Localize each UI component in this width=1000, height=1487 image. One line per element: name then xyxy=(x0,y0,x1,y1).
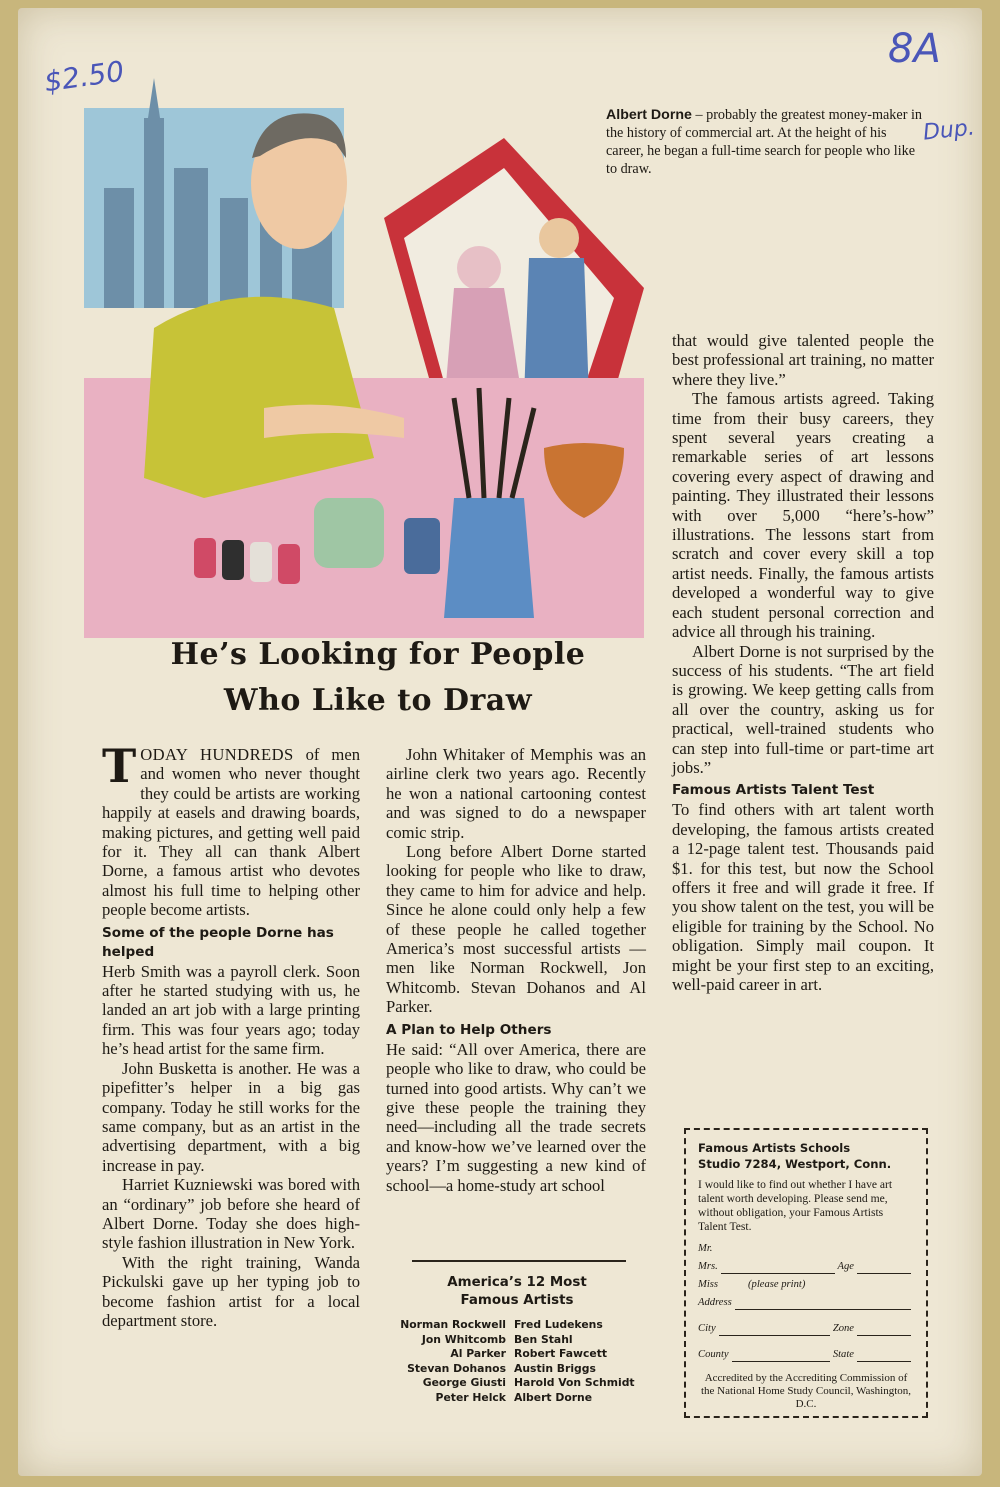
field-mrs-age[interactable]: Mrs. Age xyxy=(698,1260,914,1274)
county-field[interactable] xyxy=(732,1350,830,1362)
headline-line-2: Who Like to Draw xyxy=(223,683,533,718)
caption-name: Albert Dorne xyxy=(606,107,692,123)
lead-caps: ODAY HUNDREDS xyxy=(140,745,294,764)
accreditation-note: Accredited by the Accrediting Commission of the National Home Study Council, Washington, D.C. xyxy=(700,1372,912,1410)
address-field[interactable] xyxy=(735,1298,911,1310)
field-county-state[interactable]: County State xyxy=(698,1348,914,1362)
age-field[interactable] xyxy=(857,1262,911,1274)
col3-paragraph-3: Albert Dorne is not surprised by the success of his students. “The art field is growing. We keep getting calls from all over the country, asking us for practical, well-trained students who can step into full-time or part-time art jobs.” xyxy=(672,641,934,777)
col2-paragraph-2: Long before Albert Dorne started looking for people who like to draw, they came to him for advice and help. Since he alone could only help a few of these people he called together America’s most successful artists —men like Norman Rockwell, Jon Whitcomb. Stevan Dohanos and Al Parker. xyxy=(386,842,646,1017)
artists-box-title: America’s 12 Most Famous Artists xyxy=(447,1275,587,1308)
drawn-figure-man xyxy=(539,218,579,258)
zone-field[interactable] xyxy=(857,1324,911,1336)
drawn-figure-woman xyxy=(457,246,501,290)
list-item: Jon Whitcomb Ben Stahl xyxy=(421,1332,573,1346)
col2-paragraph-3: He said: “All over America, there are people who like to draw, who could be turned into good artists. Why can’t we give these people the training they need—including all the trade secrets and know-how we’ve learned over the years? I’m suggesting a new kind of school—a home-study art school xyxy=(386,1039,646,1195)
col1-paragraph-2: Herb Smith was a payroll clerk. Soon after he started studying with us, he landed an art job with a large printing firm. This was four years ago; today he’s head artist for the same firm. xyxy=(102,961,360,1059)
subhead-plan: A Plan to Help Others xyxy=(386,1021,552,1038)
divider xyxy=(412,1260,626,1262)
list-item: Norman Rockwell Fred Ludekens xyxy=(400,1318,603,1331)
illustration-caption xyxy=(606,106,926,178)
subhead-people-helped: Some of the people Dorne has helped xyxy=(102,924,334,960)
artist-illustration xyxy=(84,78,644,638)
list-item: Peter Helck Albert Dorne xyxy=(435,1390,593,1404)
col2-paragraph-1: John Whitaker of Memphis was an airline clerk two years ago. Recently he won a national cartooning contest and was signed to do a newspaper comic strip. xyxy=(386,745,646,842)
pencil-dup-note: Dup. xyxy=(921,115,977,146)
coupon-school-name: Famous Artists Schools xyxy=(698,1141,851,1155)
brush-jar xyxy=(444,498,534,618)
list-item: Al Parker Robert Fawcett xyxy=(450,1347,608,1361)
field-miss: Miss (please print) xyxy=(698,1279,806,1290)
drop-cap: T xyxy=(102,739,137,793)
state-field[interactable] xyxy=(857,1350,911,1362)
headline xyxy=(98,632,658,724)
coupon-body: I would like to find out whether I have art talent worth developing. Please send me, without obligation, your Famous Artists Talent Test. xyxy=(698,1178,893,1233)
caption-text: – probably the greatest money-maker in the history of commercial art. At the height of his career, he began a full-time search for people who like to draw. xyxy=(606,107,922,177)
col3-paragraph-1: that would give talented people the best professional art training, no matter where they live.” xyxy=(672,331,934,389)
artists-list xyxy=(378,1318,658,1406)
coupon-address: Studio 7284, Westport, Conn. xyxy=(698,1157,892,1171)
col3-paragraph-4: To find others with art talent worth developing, the famous artists created a 12-page talent test. Thousands paid $1. for this test, but now the School offers it free and will grade it free. If you show talent on the test, you will be eligible for training by the School. No obligation. Simply mail coupon. It might be your first step to an exciting, well-paid career in art. xyxy=(672,800,934,994)
mail-coupon[interactable] xyxy=(684,1128,928,1418)
article-column-2 xyxy=(386,745,646,1195)
ink-bottle xyxy=(404,518,440,574)
field-city-zone[interactable]: City Zone xyxy=(698,1322,914,1336)
headline-line-1: He’s Looking for People xyxy=(170,637,586,672)
list-item: Stevan Dohanos Austin Briggs xyxy=(407,1361,596,1375)
city-field[interactable] xyxy=(719,1324,830,1336)
article-column-1 xyxy=(102,739,360,1330)
pencil-price: $2.50 xyxy=(42,54,127,99)
col1-paragraph-1: TODAY HUNDREDS of men and women who never thought they could be artists are working happily at easels and drawing boards, making pictures, and getting well paid for it. They all can thank Albert Dorne, a famous artist who devotes almost his full time to helping other people become artists. xyxy=(102,739,360,920)
col3-paragraph-2: The famous artists agreed. Taking time from their busy careers, they spent several years creating a remarkable series of art lessons covering every aspect of drawing and painting. They illustrated their lessons with over 5,000 “here’s-how” illustrations. The lessons start from scratch and cover every skill a top artist needs. Finally, the famous artists developed a wonderful way to give each student personal correction and advice all through his training. xyxy=(672,389,934,642)
col1-paragraph-5: With the right training, Wanda Pickulski gave up her typing job to become fashion artist for a local department store. xyxy=(102,1252,360,1330)
field-mr: Mr. xyxy=(698,1243,713,1254)
name-field[interactable] xyxy=(721,1262,835,1274)
col1-paragraph-4: Harriet Kuzniewski was bored with an “ordinary” job before she heard of Albert Dorne. Today she does high-style fashion illustration in New York. xyxy=(102,1175,360,1253)
comic-back-cover xyxy=(18,8,982,1476)
pencil-grade: 8A xyxy=(888,26,941,72)
col1-paragraph-3: John Busketta is another. He was a pipefitter’s helper in a big gas company. Today he still works for the same company, but as an artist in the advertising department, with a big increase in pay. xyxy=(102,1058,360,1175)
subhead-talent-test: Famous Artists Talent Test xyxy=(672,782,875,799)
article-column-3 xyxy=(672,331,934,994)
field-address[interactable]: Address xyxy=(698,1296,914,1310)
list-item: George Giusti Harold Von Schmidt xyxy=(422,1376,635,1390)
tape-roll xyxy=(314,498,384,568)
